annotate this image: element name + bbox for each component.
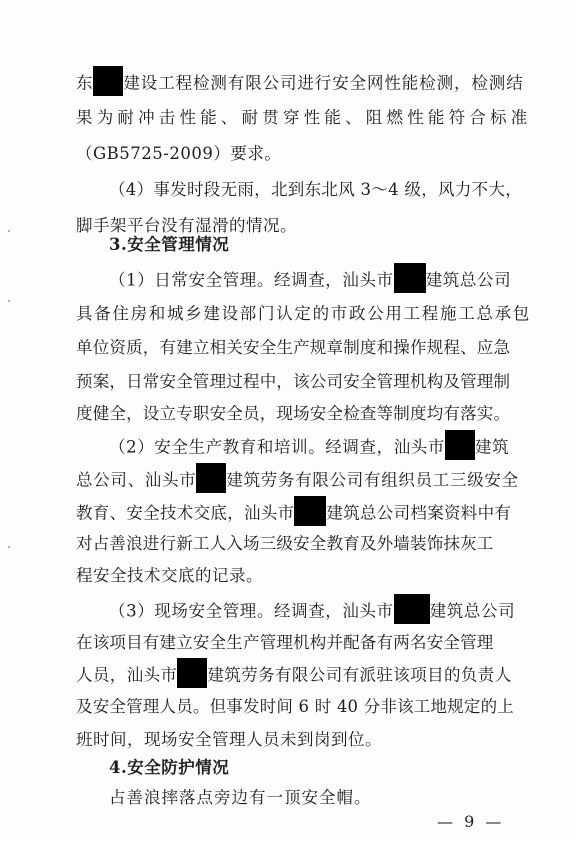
- redaction-block: [445, 430, 475, 460]
- paragraph-line: （2）安全生产教育和培训。经调查，汕头市 建筑: [109, 436, 509, 460]
- paragraph-line: 单位资质，有建立相关安全生产规章制度和操作规程、应急: [76, 338, 511, 357]
- paragraph-line: 总公司、汕头市 建筑劳务有限公司有组织员工三级安全: [76, 469, 519, 493]
- redaction-block: [196, 463, 226, 493]
- paragraph-line: 脚手架平台没有湿滑的情况。: [76, 216, 297, 235]
- redaction-block: [93, 66, 123, 96]
- redaction-block: [394, 594, 430, 624]
- paragraph-line: 果为耐冲击性能、耐贯穿性能、阻燃性能符合标准: [76, 108, 532, 127]
- paragraph-line: （3）现场安全管理。经调查，汕头市 建筑总公司: [109, 600, 515, 624]
- paragraph-line: 程安全技术交底的记录。: [76, 566, 263, 585]
- scan-speck: [8, 546, 10, 548]
- paragraph-line: 度健全，设立专职安全员，现场安全检查等制度均有落实。: [76, 404, 511, 423]
- paragraph-line: 占善浪摔落点旁边有一顶安全帽。: [109, 788, 372, 807]
- redaction-block: [294, 496, 326, 526]
- paragraph-line: 东 建设工程检测有限公司进行安全网性能检测，检测结: [76, 72, 524, 96]
- scan-speck: [8, 300, 10, 302]
- paragraph-line: 具备住房和城乡建设部门认定的市政公用工程施工总承包: [76, 304, 531, 323]
- redaction-block: [177, 658, 207, 688]
- paragraph-line: （4）事发时段无雨，北到东北风 3～4 级，风力不大，: [109, 180, 523, 199]
- section-heading: 4.安全防护情况: [109, 758, 230, 777]
- paragraph-line: 人员，汕头市 建筑劳务有限公司有派驻该项目的负责人: [76, 664, 512, 688]
- paragraph-line: 预案，日常安全管理过程中，该公司安全管理机构及管理制: [76, 372, 511, 391]
- paragraph-line: 在该项目有建立安全生产管理机构并配备有两名安全管理: [76, 633, 494, 652]
- scan-speck: [8, 230, 10, 232]
- paragraph-line: 教育、安全技术交底，汕头市 建筑总公司档案资料中有: [76, 502, 511, 526]
- page-number: — 9 —: [437, 812, 505, 831]
- redaction-block: [394, 263, 426, 293]
- paragraph-line: （GB5725-2009）要求。: [76, 144, 282, 163]
- paragraph-line: 对占善浪进行新工人入场三级安全教育及外墙装饰抹灰工: [76, 534, 494, 553]
- paragraph-line: 班时间，现场安全管理人员未到岗到位。: [76, 730, 382, 749]
- section-heading: 3.安全管理情况: [109, 235, 230, 254]
- paragraph-line: （1）日常安全管理。经调查，汕头市 建筑总公司: [109, 269, 511, 293]
- paragraph-line: 及安全管理人员。但事发时间 6 时 40 分非该工地规定的上: [76, 697, 514, 716]
